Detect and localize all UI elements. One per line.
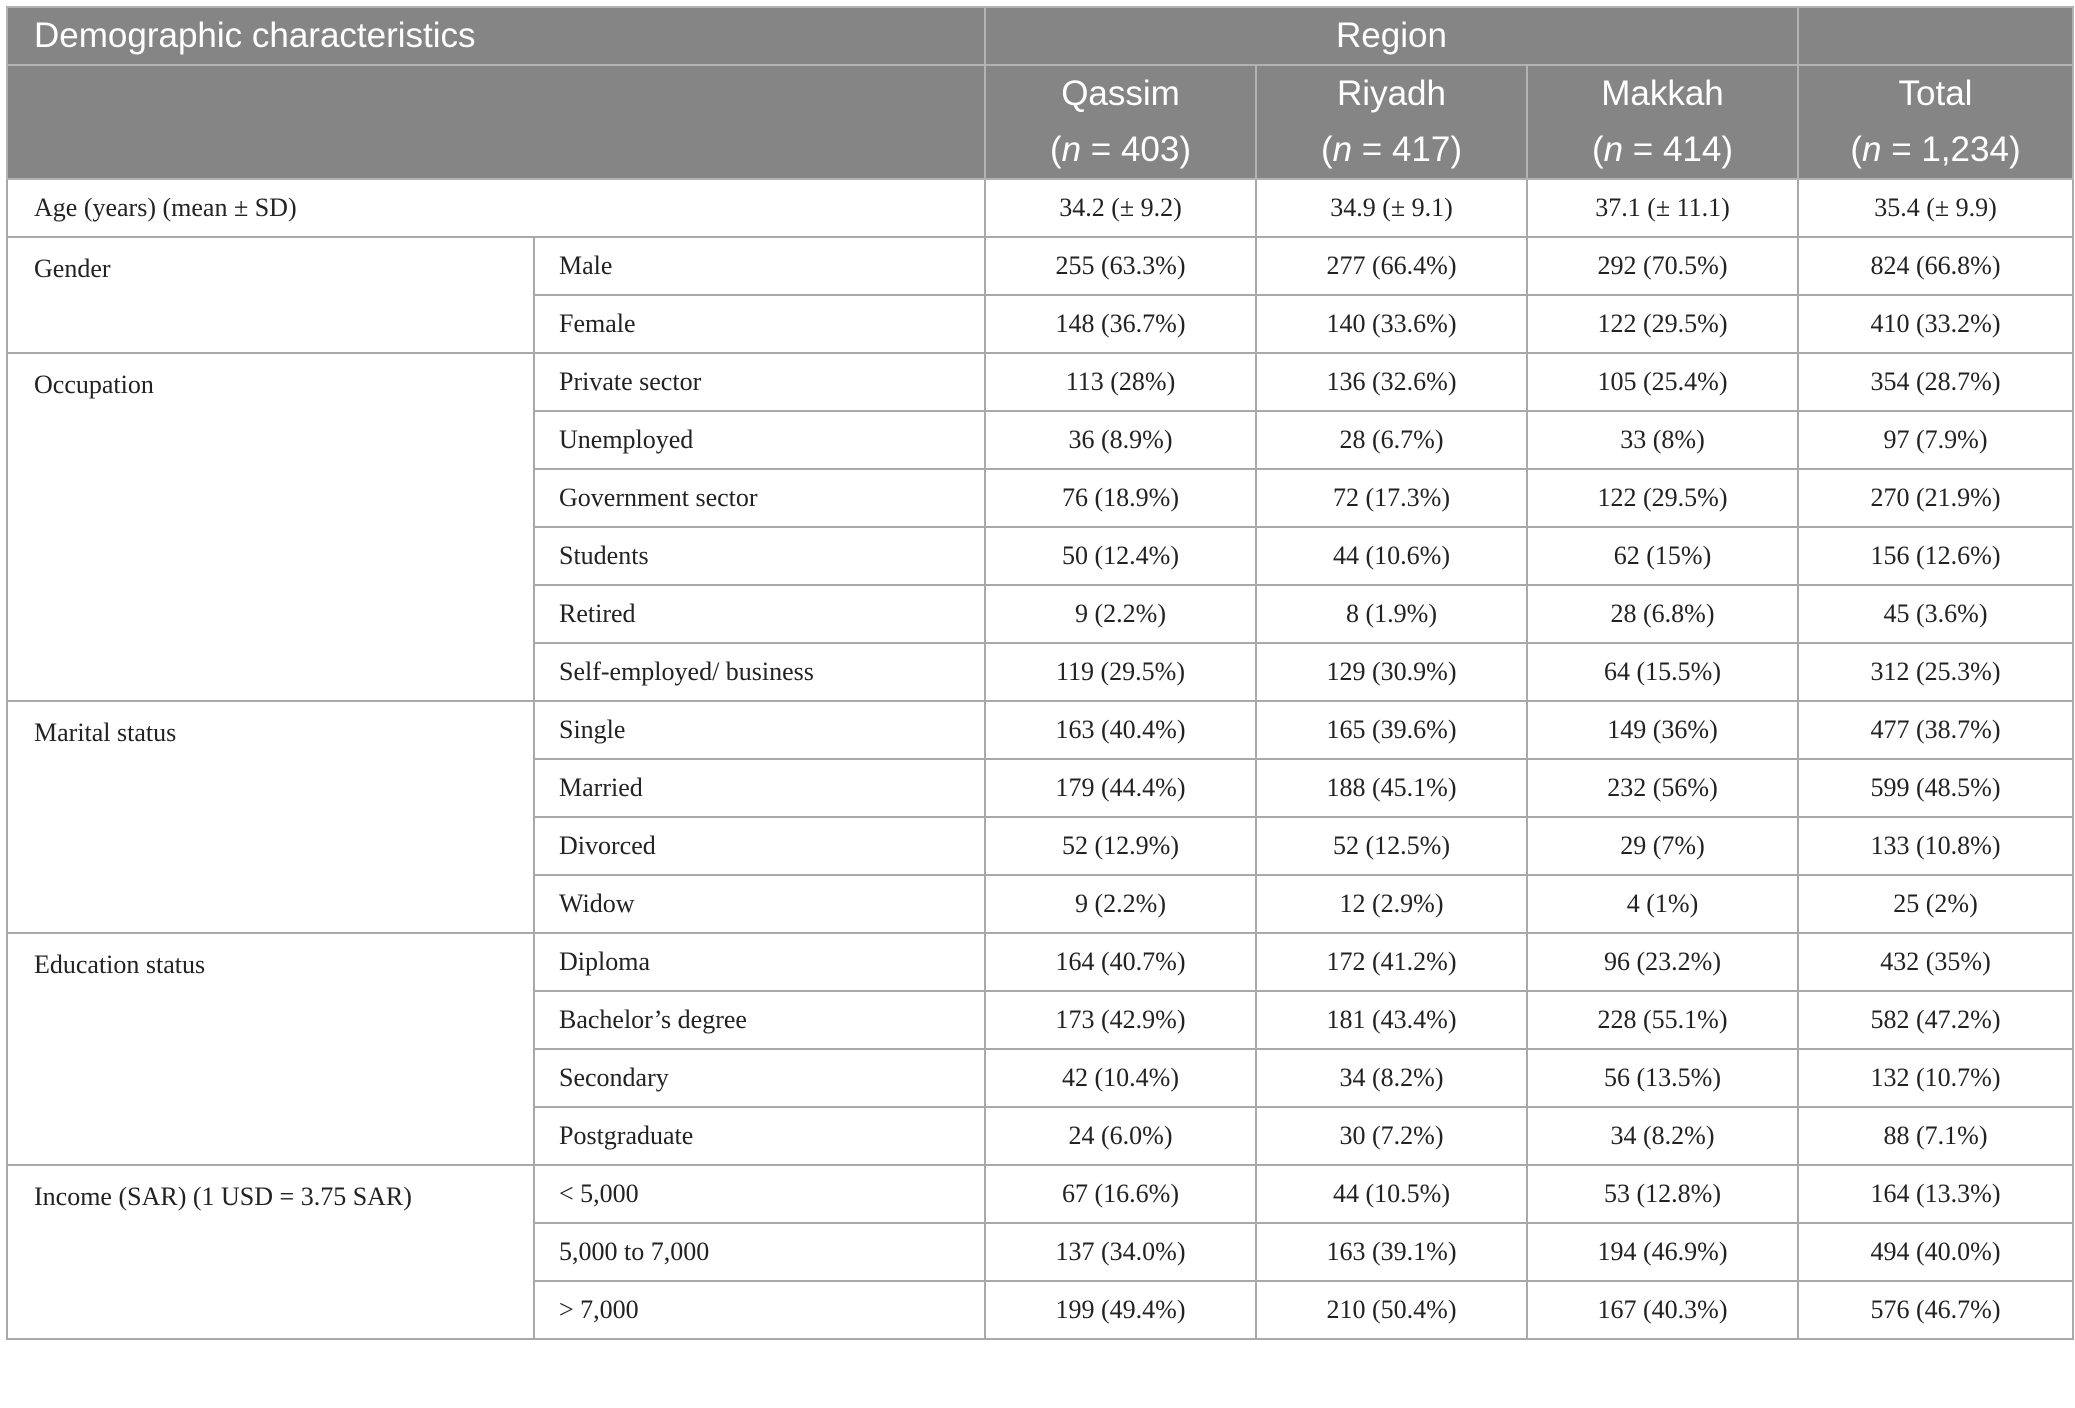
value-cell: 132 (10.7%) bbox=[1798, 1049, 2073, 1107]
value-cell: 136 (32.6%) bbox=[1256, 353, 1527, 411]
value-cell: 34 (8.2%) bbox=[1527, 1107, 1798, 1165]
header-empty-total-top bbox=[1798, 7, 2073, 65]
category-label: Income (SAR) (1 USD = 3.75 SAR) bbox=[7, 1165, 534, 1339]
value-cell: 96 (23.2%) bbox=[1527, 933, 1798, 991]
col-name: Qassim bbox=[1061, 74, 1180, 113]
table-row bbox=[7, 237, 2073, 295]
value-cell: 477 (38.7%) bbox=[1798, 701, 2073, 759]
value-cell: 824 (66.8%) bbox=[1798, 237, 2073, 295]
value-cell: 88 (7.1%) bbox=[1798, 1107, 2073, 1165]
value-cell: 255 (63.3%) bbox=[985, 237, 1256, 295]
value-cell: 292 (70.5%) bbox=[1527, 237, 1798, 295]
value-cell: 34.9 (± 9.1) bbox=[1256, 179, 1527, 237]
subcategory-label: Secondary bbox=[534, 1049, 985, 1107]
value-cell: 156 (12.6%) bbox=[1798, 527, 2073, 585]
value-cell: 149 (36%) bbox=[1527, 701, 1798, 759]
value-cell: 148 (36.7%) bbox=[985, 295, 1256, 353]
value-cell: 181 (43.4%) bbox=[1256, 991, 1527, 1049]
value-cell: 172 (41.2%) bbox=[1256, 933, 1527, 991]
value-cell: 167 (40.3%) bbox=[1527, 1281, 1798, 1339]
value-cell: 133 (10.8%) bbox=[1798, 817, 2073, 875]
col-name: Makkah bbox=[1601, 74, 1724, 113]
value-cell: 599 (48.5%) bbox=[1798, 759, 2073, 817]
value-cell: 12 (2.9%) bbox=[1256, 875, 1527, 933]
col-name: Total bbox=[1898, 74, 1973, 113]
subcategory-label: Government sector bbox=[534, 469, 985, 527]
value-cell: 56 (13.5%) bbox=[1527, 1049, 1798, 1107]
subcategory-label: 5,000 to 7,000 bbox=[534, 1223, 985, 1281]
subcategory-label: Female bbox=[534, 295, 985, 353]
value-cell: 270 (21.9%) bbox=[1798, 469, 2073, 527]
value-cell: 50 (12.4%) bbox=[985, 527, 1256, 585]
value-cell: 64 (15.5%) bbox=[1527, 643, 1798, 701]
value-cell: 8 (1.9%) bbox=[1256, 585, 1527, 643]
value-cell: 53 (12.8%) bbox=[1527, 1165, 1798, 1223]
category-label: Education status bbox=[7, 933, 534, 1165]
value-cell: 199 (49.4%) bbox=[985, 1281, 1256, 1339]
subcategory-label: Single bbox=[534, 701, 985, 759]
value-cell: 232 (56%) bbox=[1527, 759, 1798, 817]
category-label: Age (years) (mean ± SD) bbox=[7, 179, 985, 237]
value-cell: 67 (16.6%) bbox=[985, 1165, 1256, 1223]
table-body bbox=[7, 179, 2073, 1339]
subcategory-label: Widow bbox=[534, 875, 985, 933]
value-cell: 210 (50.4%) bbox=[1256, 1281, 1527, 1339]
value-cell: 576 (46.7%) bbox=[1798, 1281, 2073, 1339]
value-cell: 179 (44.4%) bbox=[985, 759, 1256, 817]
value-cell: 44 (10.6%) bbox=[1256, 527, 1527, 585]
value-cell: 9 (2.2%) bbox=[985, 875, 1256, 933]
value-cell: 72 (17.3%) bbox=[1256, 469, 1527, 527]
subcategory-label: < 5,000 bbox=[534, 1165, 985, 1223]
value-cell: 410 (33.2%) bbox=[1798, 295, 2073, 353]
value-cell: 432 (35%) bbox=[1798, 933, 2073, 991]
subcategory-label: > 7,000 bbox=[534, 1281, 985, 1339]
subcategory-label: Unemployed bbox=[534, 411, 985, 469]
value-cell: 173 (42.9%) bbox=[985, 991, 1256, 1049]
table-row bbox=[7, 353, 2073, 411]
value-cell: 494 (40.0%) bbox=[1798, 1223, 2073, 1281]
value-cell: 105 (25.4%) bbox=[1527, 353, 1798, 411]
value-cell: 277 (66.4%) bbox=[1256, 237, 1527, 295]
value-cell: 34.2 (± 9.2) bbox=[985, 179, 1256, 237]
value-cell: 140 (33.6%) bbox=[1256, 295, 1527, 353]
value-cell: 163 (40.4%) bbox=[985, 701, 1256, 759]
subcategory-label: Postgraduate bbox=[534, 1107, 985, 1165]
subcategory-label: Students bbox=[534, 527, 985, 585]
value-cell: 45 (3.6%) bbox=[1798, 585, 2073, 643]
header-col-qassim: Qassim (n = 403) bbox=[985, 65, 1256, 179]
value-cell: 188 (45.1%) bbox=[1256, 759, 1527, 817]
value-cell: 4 (1%) bbox=[1527, 875, 1798, 933]
header-empty-label bbox=[7, 65, 985, 179]
value-cell: 164 (13.3%) bbox=[1798, 1165, 2073, 1223]
header-col-makkah: Makkah (n = 414) bbox=[1527, 65, 1798, 179]
value-cell: 36 (8.9%) bbox=[985, 411, 1256, 469]
value-cell: 62 (15%) bbox=[1527, 527, 1798, 585]
subcategory-label: Private sector bbox=[534, 353, 985, 411]
subcategory-label: Self-employed/ business bbox=[534, 643, 985, 701]
value-cell: 76 (18.9%) bbox=[985, 469, 1256, 527]
value-cell: 122 (29.5%) bbox=[1527, 469, 1798, 527]
col-name: Riyadh bbox=[1337, 74, 1446, 113]
value-cell: 194 (46.9%) bbox=[1527, 1223, 1798, 1281]
category-label: Marital status bbox=[7, 701, 534, 933]
value-cell: 119 (29.5%) bbox=[985, 643, 1256, 701]
table-row-age bbox=[7, 179, 2073, 237]
value-cell: 37.1 (± 11.1) bbox=[1527, 179, 1798, 237]
value-cell: 28 (6.8%) bbox=[1527, 585, 1798, 643]
subcategory-label: Bachelor’s degree bbox=[534, 991, 985, 1049]
value-cell: 44 (10.5%) bbox=[1256, 1165, 1527, 1223]
header-demographic-characteristics: Demographic characteristics bbox=[7, 7, 985, 65]
subcategory-label: Retired bbox=[534, 585, 985, 643]
value-cell: 122 (29.5%) bbox=[1527, 295, 1798, 353]
value-cell: 354 (28.7%) bbox=[1798, 353, 2073, 411]
value-cell: 42 (10.4%) bbox=[985, 1049, 1256, 1107]
value-cell: 52 (12.5%) bbox=[1256, 817, 1527, 875]
value-cell: 97 (7.9%) bbox=[1798, 411, 2073, 469]
value-cell: 25 (2%) bbox=[1798, 875, 2073, 933]
header-col-riyadh: Riyadh (n = 417) bbox=[1256, 65, 1527, 179]
value-cell: 312 (25.3%) bbox=[1798, 643, 2073, 701]
value-cell: 28 (6.7%) bbox=[1256, 411, 1527, 469]
demographics-table bbox=[6, 6, 2074, 1340]
value-cell: 163 (39.1%) bbox=[1256, 1223, 1527, 1281]
header-region: Region bbox=[985, 7, 1798, 65]
subcategory-label: Married bbox=[534, 759, 985, 817]
table-row bbox=[7, 1165, 2073, 1223]
category-label: Gender bbox=[7, 237, 534, 353]
value-cell: 29 (7%) bbox=[1527, 817, 1798, 875]
value-cell: 52 (12.9%) bbox=[985, 817, 1256, 875]
value-cell: 165 (39.6%) bbox=[1256, 701, 1527, 759]
value-cell: 228 (55.1%) bbox=[1527, 991, 1798, 1049]
value-cell: 113 (28%) bbox=[985, 353, 1256, 411]
value-cell: 24 (6.0%) bbox=[985, 1107, 1256, 1165]
subcategory-label: Male bbox=[534, 237, 985, 295]
subcategory-label: Divorced bbox=[534, 817, 985, 875]
table-row bbox=[7, 933, 2073, 991]
value-cell: 34 (8.2%) bbox=[1256, 1049, 1527, 1107]
value-cell: 9 (2.2%) bbox=[985, 585, 1256, 643]
value-cell: 582 (47.2%) bbox=[1798, 991, 2073, 1049]
value-cell: 33 (8%) bbox=[1527, 411, 1798, 469]
value-cell: 129 (30.9%) bbox=[1256, 643, 1527, 701]
value-cell: 137 (34.0%) bbox=[985, 1223, 1256, 1281]
subcategory-label: Diploma bbox=[534, 933, 985, 991]
value-cell: 30 (7.2%) bbox=[1256, 1107, 1527, 1165]
value-cell: 35.4 (± 9.9) bbox=[1798, 179, 2073, 237]
value-cell: 164 (40.7%) bbox=[985, 933, 1256, 991]
category-label: Occupation bbox=[7, 353, 534, 701]
header-col-total: Total (n = 1,234) bbox=[1798, 65, 2073, 179]
table-row bbox=[7, 701, 2073, 759]
